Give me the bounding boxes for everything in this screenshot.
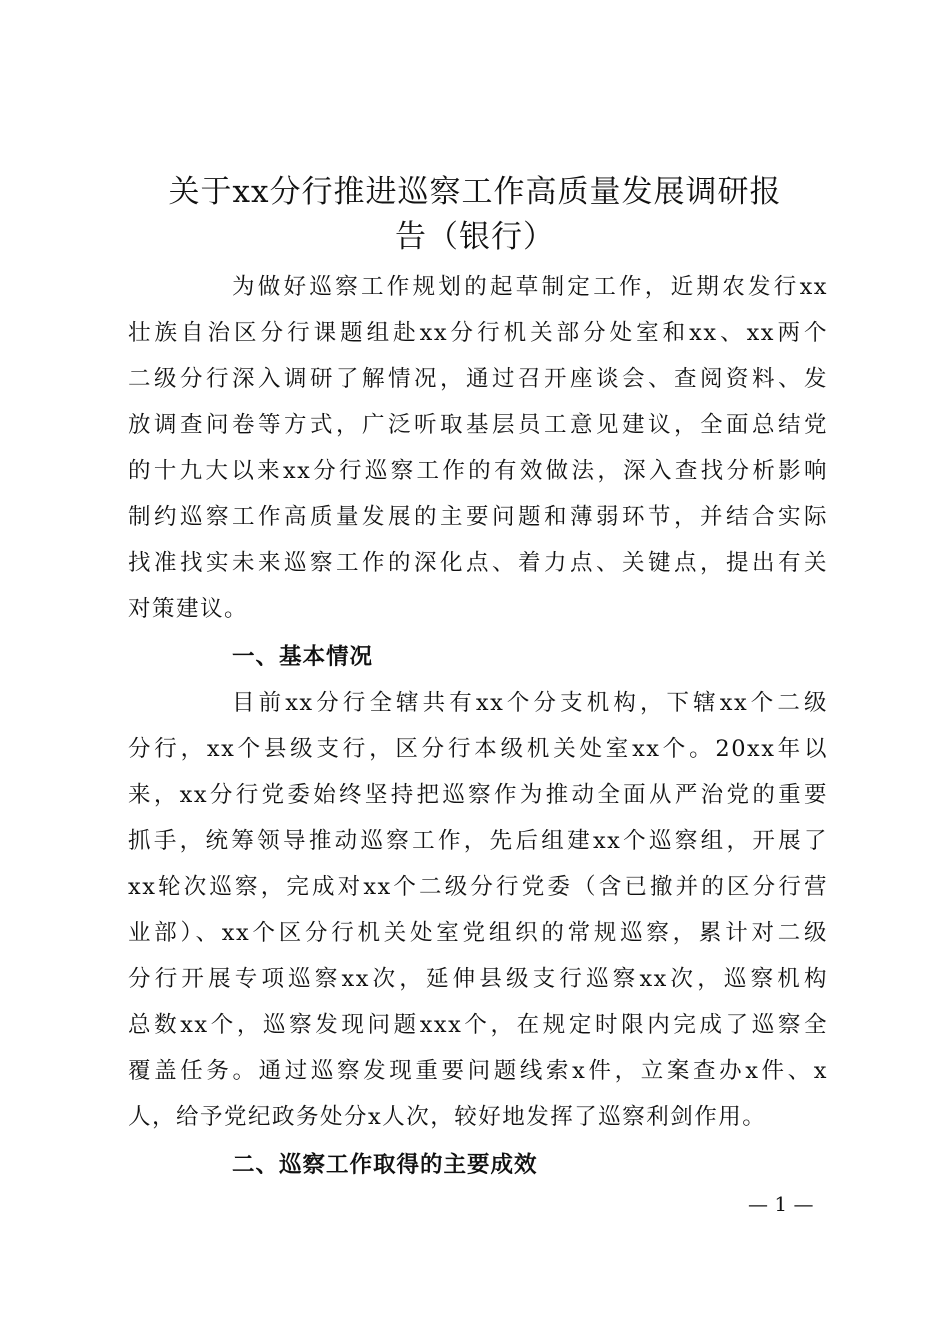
- page-number: — 1 —: [748, 1192, 814, 1216]
- paragraph-line: 二级分行深入调研了解情况，通过召开座谈会、查阅资料、发: [128, 366, 828, 392]
- paragraph-line: 找准找实未来巡察工作的深化点、着力点、关键点，提出有关: [128, 550, 828, 576]
- paragraph-line: 对策建议。: [128, 596, 249, 622]
- paragraph-line: 总数xx个，巡察发现问题xxx个，在规定时限内完成了巡察全: [128, 1012, 828, 1038]
- document-title-line-2: 告（银行）: [395, 219, 555, 255]
- paragraph-line: 分行，xx个县级支行，区分行本级机关处室xx个。20xx年以: [128, 736, 828, 762]
- section-heading-basic-situation: 一、基本情况: [232, 644, 374, 670]
- paragraph-line: 制约巡察工作高质量发展的主要问题和薄弱环节，并结合实际: [128, 504, 828, 530]
- paragraph-line: 人，给予党纪政务处分x人次，较好地发挥了巡察利剑作用。: [128, 1104, 767, 1130]
- paragraph-line: 覆盖任务。通过巡察发现重要问题线索x件，立案查办x件、x: [128, 1058, 828, 1084]
- paragraph-line: 分行开展专项巡察xx次，延伸县级支行巡察xx次，巡察机构: [128, 966, 828, 992]
- paragraph-line: 抓手，统筹领导推动巡察工作，先后组建xx个巡察组，开展了: [128, 828, 828, 854]
- section-heading-main-achievements: 二、巡察工作取得的主要成效: [232, 1152, 538, 1178]
- paragraph-line: 来，xx分行党委始终坚持把巡察作为推动全面从严治党的重要: [128, 782, 828, 808]
- paragraph-line: 壮族自治区分行课题组赴xx分行机关部分处室和xx、xx两个: [128, 320, 828, 346]
- document-title-line-1: 关于xx分行推进巡察工作高质量发展调研报: [168, 174, 782, 210]
- paragraph-line: 目前xx分行全辖共有xx个分支机构，下辖xx个二级: [232, 690, 828, 716]
- paragraph-line: 的十九大以来xx分行巡察工作的有效做法，深入查找分析影响: [128, 458, 828, 484]
- paragraph-line: xx轮次巡察，完成对xx个二级分行党委（含已撤并的区分行营: [128, 874, 828, 900]
- paragraph-line: 为做好巡察工作规划的起草制定工作，近期农发行xx: [232, 274, 828, 300]
- paragraph-line: 业部）、xx个区分行机关处室党组织的常规巡察，累计对二级: [128, 920, 828, 946]
- paragraph-line: 放调查问卷等方式，广泛听取基层员工意见建议，全面总结党: [128, 412, 828, 438]
